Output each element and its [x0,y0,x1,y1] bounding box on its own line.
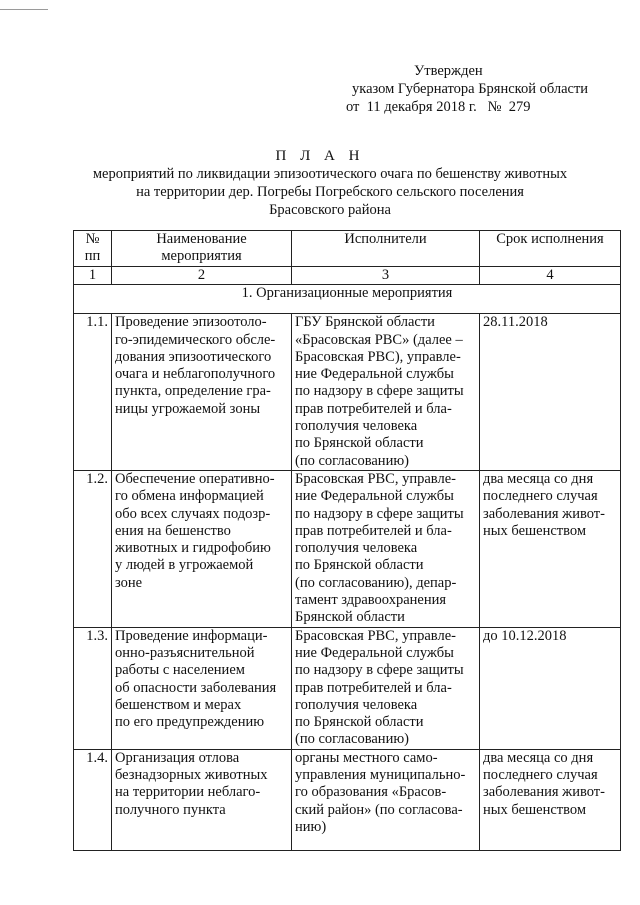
row-exec-line: нию) [295,818,327,835]
row-exec-line: ние Федеральной службы [295,644,454,661]
row-exec-line: по Брянской области [295,714,424,731]
row-exec-line: Брянской области [295,609,405,626]
header-term [480,231,621,267]
approval-line-1: Утвержден [414,63,483,79]
column-number: 2 [112,267,292,285]
row-name [112,470,292,627]
row-exec-line: тамент здравоохранения [295,592,447,609]
row-exec-line: Брасовская РВС), управле- [295,348,461,365]
row-exec-line: органы местного само- [295,749,438,766]
row-name-line: го-эпидемического обсле- [115,331,276,348]
row-exec-line: по надзору в сфере защиты [295,662,464,679]
row-name-line: обо всех случаях подозр- [115,505,271,522]
table-row [74,627,621,749]
row-exec-line: прав потребителей и бла- [295,679,452,696]
row-executors [292,314,480,471]
approval-line-2: указом Губернатора Брянской области [352,81,589,97]
header-num-line: пп [84,248,101,265]
header-name-line: Наименование [156,231,247,247]
row-exec-line: ский район» (по согласова- [295,801,463,818]
row-exec-line: по надзору в сфере защиты [295,505,464,522]
row-exec-line: по Брянской области [295,435,424,452]
table-row [74,314,621,471]
row-term-line: заболевания живот- [483,784,605,801]
row-exec-line: Брасовская РВС, управле- [295,627,456,644]
row-name-line: очага и неблагополучного [115,366,276,383]
row-number: 1.2. [74,470,112,627]
row-exec-line: (по согласованию) [295,452,409,469]
column-numbers-row [74,267,621,285]
header-num [74,231,112,267]
row-exec-line: по надзору в сфере защиты [295,383,464,400]
row-name-line: безнадзорных животных [115,767,268,784]
row-name-line: у людей в угрожаемой [115,557,254,574]
row-term [480,314,621,471]
row-exec-line: го образования «Брасов- [295,784,447,801]
plan-subtitle-line: мероприятий по ликвидации эпизоотического очага по бешенству животных [92,166,568,182]
row-name-line: по его предупреждению [115,714,265,731]
row-name-line: Проведение эпизоотоло- [115,314,267,331]
row-exec-line: по Брянской области [295,557,424,574]
section-row [74,285,621,314]
column-number: 1 [74,267,112,285]
row-name-line: работы с населением [115,662,245,679]
row-name-line: животных и гидрофобию [115,540,271,557]
row-term [480,470,621,627]
column-number: 4 [480,267,621,285]
row-name [112,749,292,850]
row-exec-line: ние Федеральной службы [295,488,454,505]
header-executors [292,231,480,267]
plan-title: П Л А Н [275,148,365,164]
row-name-line: ницы угрожаемой зоны [115,400,261,417]
row-term-line: два месяца со дня [483,470,594,487]
row-exec-line: гополучия человека [295,540,418,557]
header-term-line: Срок исполнения [496,231,604,247]
row-name-line: ения на бешенство [115,522,231,539]
row-exec-line: (по согласованию) [295,731,409,748]
header-name-line: мероприятия [161,248,242,265]
row-name-line: Обеспечение оперативно- [115,470,275,487]
approval-block [346,62,588,116]
row-name-line: получного пункта [115,801,226,818]
row-name-line: Проведение информаци- [115,627,268,644]
header-executors-line: Исполнители [344,231,427,247]
row-name-line: онно-разъяснительной [115,644,255,661]
row-exec-line: (по согласованию), депар- [295,574,457,591]
header-num-line: № [85,231,100,247]
plan-subtitle-line: на территории дер. Погребы Погребского сельского поселения [136,184,524,200]
row-name-line: об опасности заболевания [115,679,277,696]
table-row [74,749,621,850]
row-term-line: заболевания живот- [483,505,605,522]
row-name [112,627,292,749]
row-exec-line: ГБУ Брянской области [295,314,435,331]
row-name-line: зоне [115,574,143,591]
row-name [112,314,292,471]
row-number: 1.1. [74,314,112,471]
row-exec-line: прав потребителей и бла- [295,400,452,417]
row-exec-line: ние Федеральной службы [295,366,454,383]
row-executors [292,470,480,627]
column-number: 3 [292,267,480,285]
row-term-line: до 10.12.2018 [483,627,567,644]
row-exec-line: управления муниципально- [295,767,466,784]
row-name-line: Организация отлова [115,749,240,766]
row-term-line: последнего случая [483,488,598,505]
row-number: 1.3. [74,627,112,749]
plan-table [73,230,621,851]
row-exec-line: гополучия человека [295,696,418,713]
row-name-line: на территории неблаго- [115,784,261,801]
row-name-line: го обмена информацией [115,488,264,505]
top-rule [0,9,48,10]
header-name [112,231,292,267]
row-term-line: два месяца со дня [483,749,594,766]
row-name-line: пункта, определение гра- [115,383,271,400]
table-header-row [74,231,621,267]
table-row [74,470,621,627]
row-executors [292,627,480,749]
row-term-line: ных бешенством [483,801,587,818]
section-title: 1. Организационные мероприятия [74,285,621,314]
plan-subtitle [70,165,590,219]
row-number: 1.4. [74,749,112,850]
row-term [480,627,621,749]
row-name-line: бешенством и мерах [115,696,242,713]
row-term-line: ных бешенством [483,522,587,539]
row-exec-line: прав потребителей и бла- [295,522,452,539]
row-exec-line: «Брасовская РВС» (далее – [295,331,463,348]
plan-subtitle-line: Брасовского района [269,202,391,218]
row-executors [292,749,480,850]
approval-line-3: от 11 декабря 2018 г. № 279 [346,99,531,115]
row-exec-line: гополучия человека [295,418,418,435]
row-term-line: 28.11.2018 [483,314,548,331]
row-term [480,749,621,850]
row-term-line: последнего случая [483,767,598,784]
row-name-line: дования эпизоотического [115,348,272,365]
row-exec-line: Брасовская РВС, управле- [295,470,456,487]
